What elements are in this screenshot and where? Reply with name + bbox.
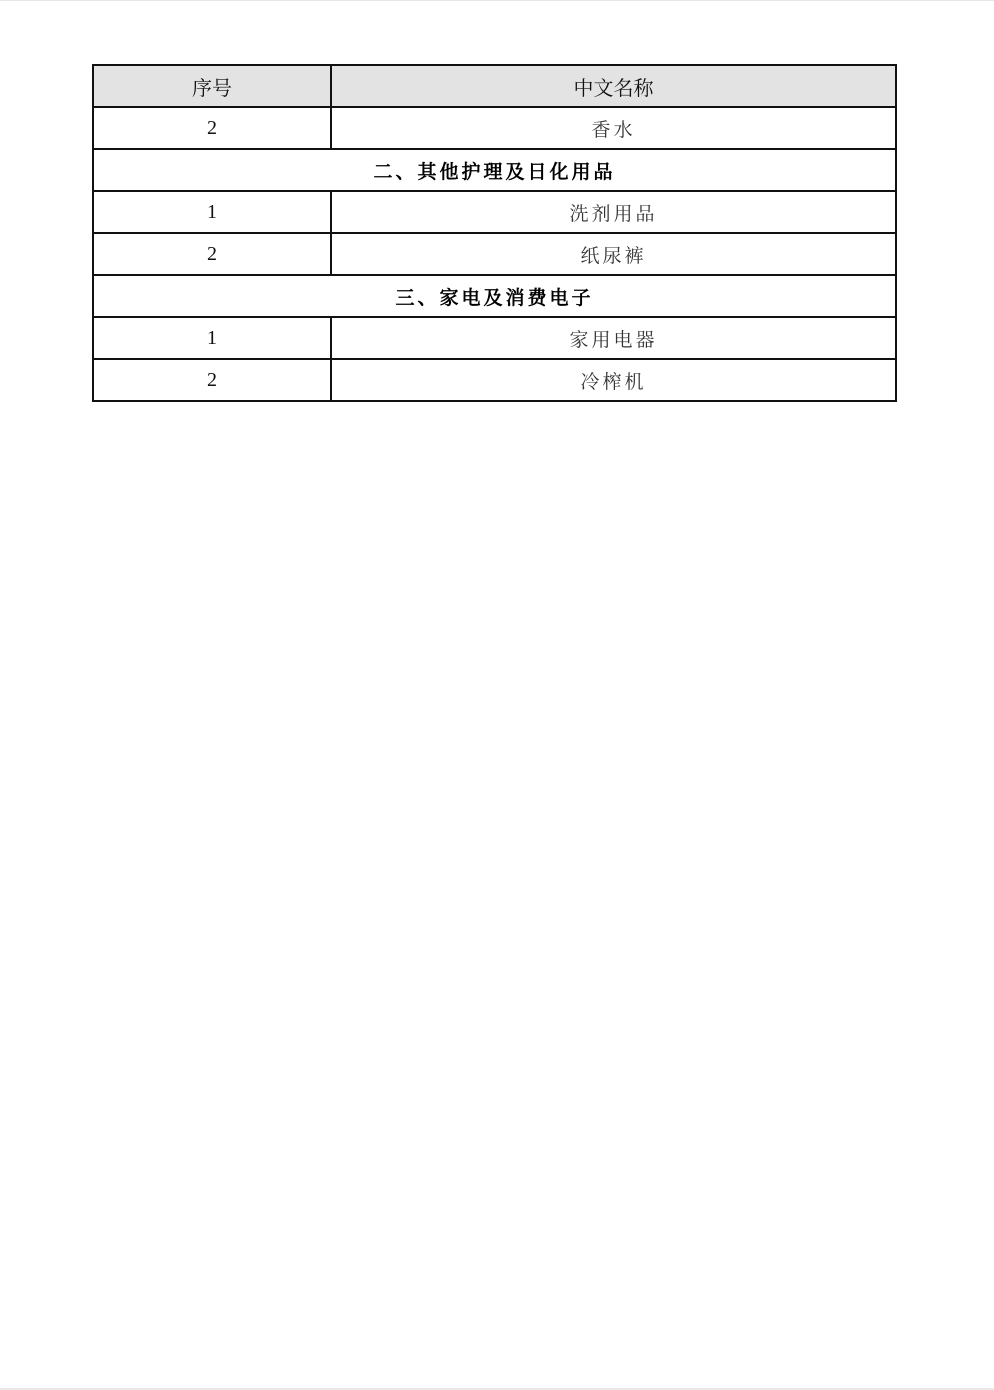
section-title: 二、其他护理及日化用品 [93, 149, 896, 191]
section-title: 三、家电及消费电子 [93, 275, 896, 317]
row-name: 冷榨机 [331, 359, 896, 401]
row-index: 2 [93, 359, 331, 401]
row-name: 纸尿裤 [331, 233, 896, 275]
row-index: 1 [93, 191, 331, 233]
row-name: 家用电器 [331, 317, 896, 359]
table-row [93, 317, 896, 359]
row-index: 2 [93, 107, 331, 149]
table-body [93, 107, 896, 401]
page-top-rule [0, 0, 994, 1]
row-name: 洗剂用品 [331, 191, 896, 233]
table-header [93, 65, 896, 107]
row-index: 2 [93, 233, 331, 275]
header-name: 中文名称 [331, 65, 896, 107]
row-name: 香水 [331, 107, 896, 149]
table-row [93, 359, 896, 401]
table-row [93, 233, 896, 275]
header-row [93, 65, 896, 107]
table-row [93, 191, 896, 233]
row-index: 1 [93, 317, 331, 359]
header-index: 序号 [93, 65, 331, 107]
section-row [93, 149, 896, 191]
section-row [93, 275, 896, 317]
table-row [93, 107, 896, 149]
goods-table [92, 64, 897, 402]
